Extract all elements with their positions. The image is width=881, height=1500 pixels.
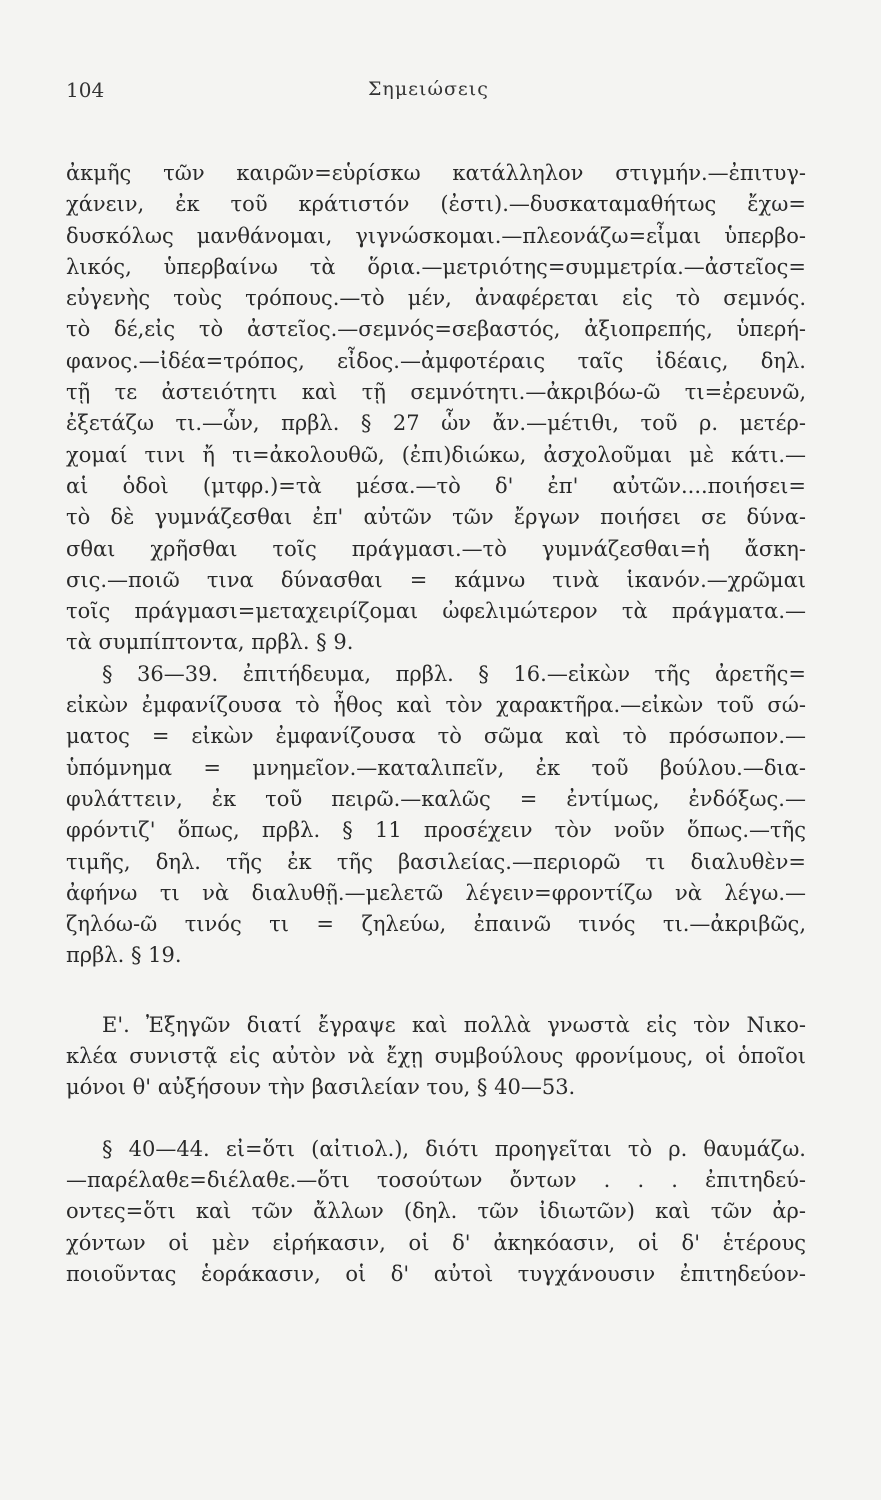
running-head: Σημειώσεις: [368, 78, 489, 100]
text-line: τὸ δὲ γυμνάζεσθαι ἐπ' αὐτῶν τῶν ἔργων ποιήσει σε δύνα-: [66, 505, 806, 530]
text-line: ζηλόω-ῶ τινός τι = ζηλεύω, ἐπαινῶ τινός τι.—ἀκριβῶς,: [66, 912, 806, 937]
page-header: [66, 78, 766, 108]
text-line: τὸ δέ,εἰς τὸ ἀστεῖος.—σεμνός=σεβαστός, ἀξιοπρεπής, ὑπερή-: [66, 317, 806, 342]
text-line: οντες=ὅτι καὶ τῶν ἄλλων (δηλ. τῶν ἰδιωτῶν) καὶ τῶν ἀρ-: [66, 1199, 806, 1224]
text-line: ἐξετάζω τι.—ὧν, πρβλ. § 27 ὧν ἄν.—μέτιθι, τοῦ ρ. μετέρ-: [66, 411, 806, 436]
text-line: —παρέλαθε=διέλαθε.—ὅτι τοσούτων ὄντων . . . ἐπιτηδεύ-: [66, 1167, 806, 1192]
text-line: σθαι χρῆσθαι τοῖς πράγμασι.—τὸ γυμνάζεσθαι=ἡ ἄσκη-: [66, 536, 806, 561]
text-line: αἱ ὁδοὶ (μτφρ.)=τὰ μέσα.—τὸ δ' ἐπ' αὐτῶν....ποιήσει=: [66, 473, 806, 498]
text-line: Ε'. Ἐξηγῶν διατί ἔγραψε καὶ πολλὰ γνωστὰ εἰς τὸν Νικο-: [102, 1012, 806, 1037]
paragraph-section-e: [66, 1010, 806, 1104]
paragraph-notes-36-39: [66, 659, 806, 972]
text-line: χόντων οἱ μὲν εἰρήκασιν, οἱ δ' ἀκηκόασιν, οἱ δ' ἑτέρους: [66, 1230, 806, 1255]
text-line: εἰκὼν ἐμφανίζουσα τὸ ἦθος καὶ τὸν χαρακτῆρα.—εἰκὼν τοῦ σώ-: [66, 693, 806, 718]
text-line: εὐγενὴς τοὺς τρόπους.—τὸ μέν, ἀναφέρεται εἰς τὸ σεμνός.: [66, 286, 806, 311]
section-gap: [66, 972, 806, 1010]
text-line: μόνοι θ' αὐξήσουν τὴν βασιλείαν του, § 40—53.: [66, 1075, 576, 1100]
text-line: τὰ συμπίπτοντα, πρβλ. § 9.: [66, 630, 354, 655]
page-number: 104: [66, 78, 105, 102]
text-line: φυλάττειν, ἐκ τοῦ πειρῶ.—καλῶς = ἐντίμως, ἐνδόξως.—: [66, 786, 806, 811]
text-line: § 36—39. ἐπιτήδευμα, πρβλ. § 16.—εἰκὼν τῆς ἀρετῆς=: [102, 661, 806, 686]
text-line: ἀφήνω τι νὰ διαλυθῇ.—μελετῶ λέγειν=φροντίζω νὰ λέγω.—: [66, 880, 806, 905]
paragraph-notes-40-44: [66, 1134, 806, 1290]
text-line: τοῖς πράγμασι=μεταχειρίζομαι ὠφελιμώτερον τὰ πράγματα.—: [66, 599, 806, 624]
text-line: κλέα συνιστᾷ εἰς αὐτὸν νὰ ἔχῃ συμβούλους φρονίμους, οἱ ὁποῖοι: [66, 1044, 806, 1069]
text-line: λικός, ὑπερβαίνω τὰ ὅρια.—μετριότης=συμμετρία.—ἀστεῖος=: [66, 254, 806, 279]
text-line: τιμῆς, δηλ. τῆς ἐκ τῆς βασιλείας.—περιορῶ τι διαλυθὲν=: [66, 849, 806, 874]
text-line: ποιοῦντας ἑοράκασιν, οἱ δ' αὐτοὶ τυγχάνουσιν ἐπιτηδεύον-: [66, 1261, 806, 1286]
text-line: φρόντιζ' ὅπως, πρβλ. § 11 προσέχειν τὸν νοῦν ὅπως.—τῆς: [66, 818, 806, 843]
text-line: χάνειν, ἐκ τοῦ κράτιστόν (ἐστι).—δυσκαταμαθήτως ἔχω=: [66, 192, 806, 217]
text-line: τῇ τε ἀστειότητι καὶ τῇ σεμνότητι.—ἀκριβόω-ῶ τι=ἐρευνῶ,: [66, 380, 806, 405]
section-gap: [66, 1104, 806, 1134]
text-line: χομαί τινι ἤ τι=ἀκολουθῶ, (ἐπι)διώκω, ἀσχολοῦμαι μὲ κάτι.—: [66, 442, 806, 467]
text-line: ἀκμῆς τῶν καιρῶν=εὑρίσκω κατάλληλον στιγμήν.—ἐπιτυγ-: [66, 161, 806, 185]
text-line: πρβλ. § 19.: [66, 943, 182, 968]
text-line: φανος.—ἰδέα=τρόπος, εἶδος.—ἀμφοτέραις ταῖς ἰδέαις, δηλ.: [66, 348, 806, 373]
text-line: ὑπόμνημα = μνημεῖον.—καταλιπεῖν, ἐκ τοῦ βούλου.—δια-: [66, 755, 806, 780]
text-line: § 40—44. εἰ=ὅτι (αἰτιολ.), διότι προηγεῖται τὸ ρ. θαυμάζω.: [102, 1136, 806, 1161]
text-line: σις.—ποιῶ τινα δύνασθαι = κάμνω τινὰ ἱκανόν.—χρῶμαι: [66, 567, 806, 592]
text-line: ματος = εἰκὼν ἐμφανίζουσα τὸ σῶμα καὶ τὸ πρόσωπον.—: [66, 724, 806, 749]
text-line: δυσκόλως μανθάνομαι, γιγνώσκομαι.—πλεονάζω=εἶμαι ὑπερβο-: [66, 223, 806, 248]
body-text: [66, 158, 806, 1290]
paragraph-notes-1: [66, 158, 806, 659]
